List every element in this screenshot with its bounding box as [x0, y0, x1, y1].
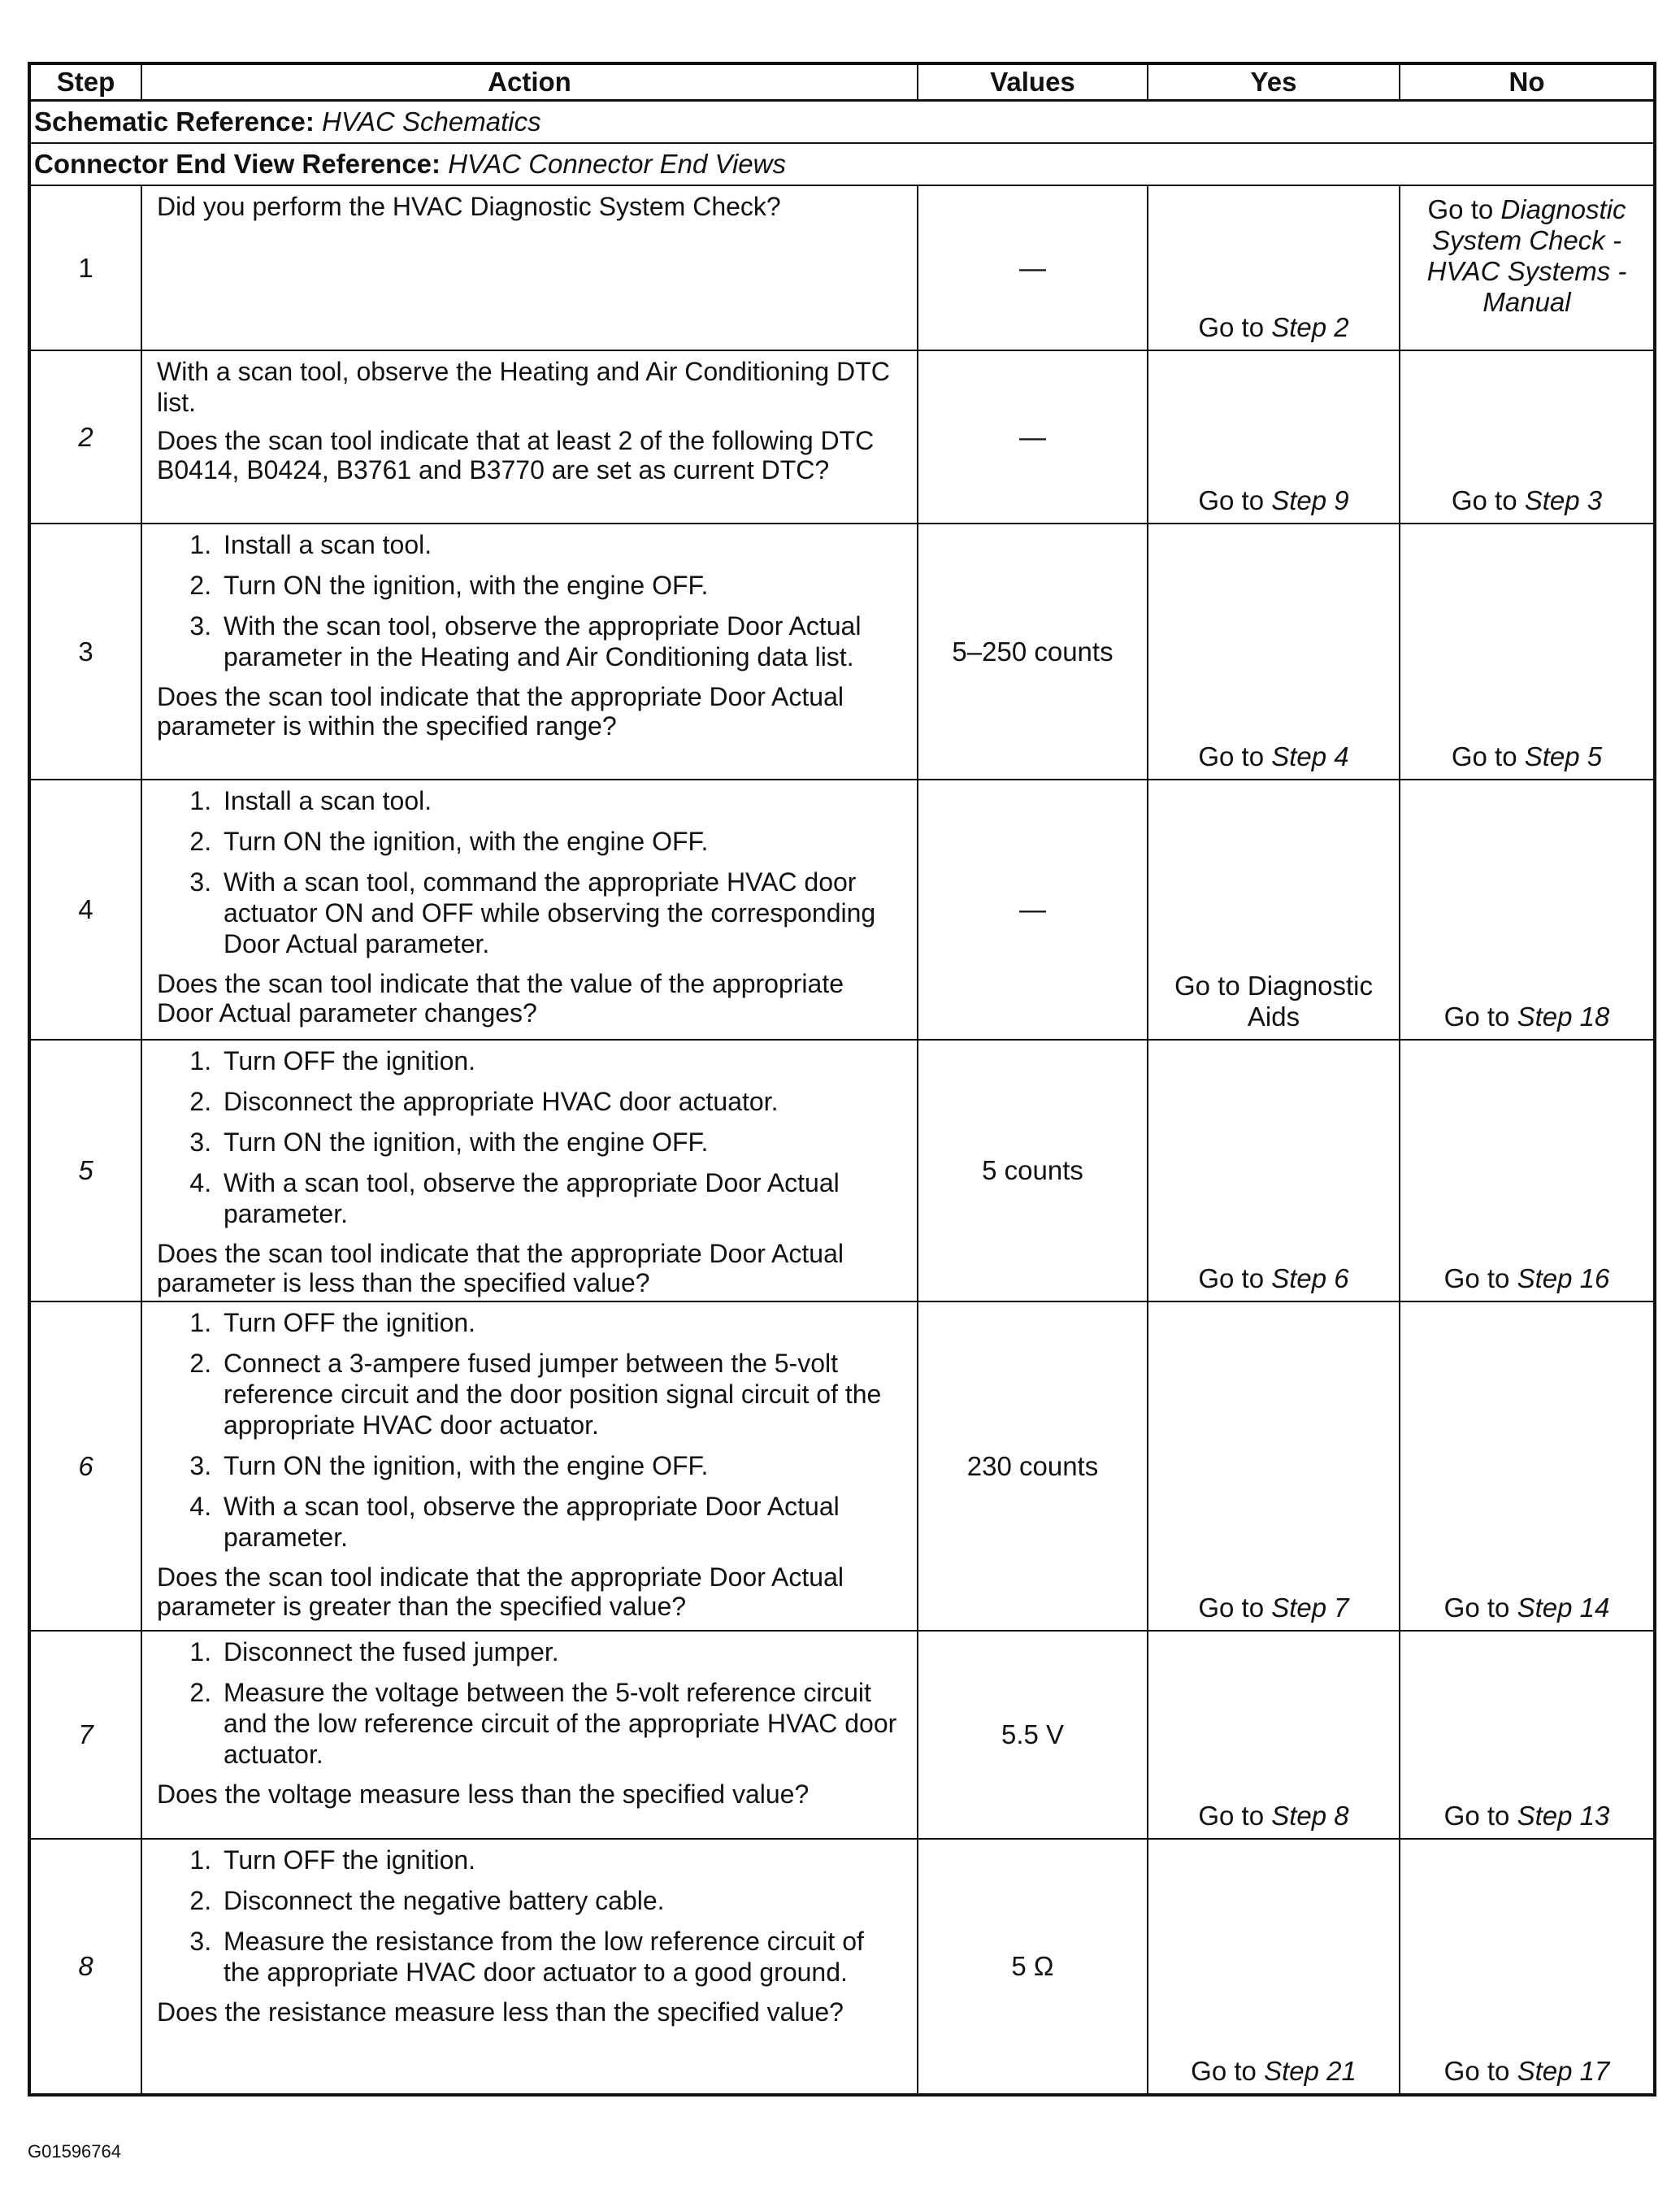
no-link[interactable]: Step 17 [1517, 2056, 1610, 2086]
header-row [29, 63, 1655, 101]
action-text: Did you perform the HVAC Diagnostic System Check? [157, 192, 781, 221]
no-action [1400, 350, 1655, 524]
yes-link[interactable]: Step 2 [1271, 312, 1349, 342]
action-steps-list [157, 1636, 907, 1770]
yes-action [1148, 1040, 1400, 1301]
step-value: 5.5 V [918, 1631, 1148, 1839]
action-step-item: 3. Measure the resistance from the low reference circuit of the appropriate HVAC door actuator to a good ground. [219, 1926, 907, 1988]
yes-link[interactable]: Step 6 [1271, 1263, 1349, 1293]
step-action [141, 1839, 918, 2095]
no-link[interactable]: Step 16 [1517, 1263, 1610, 1293]
yes-link[interactable]: Step 7 [1271, 1593, 1349, 1623]
no-prefix: Go to [1443, 1002, 1517, 1032]
yes-prefix: Go to Diagnostic Aids [1174, 971, 1379, 1032]
action-step-item: 2. Turn ON the ignition, with the engine OFF. [219, 570, 907, 601]
step-row [29, 1301, 1655, 1631]
action-steps-list [157, 785, 907, 959]
action-steps-list [157, 1845, 907, 1988]
no-prefix: Go to [1451, 485, 1525, 515]
action-step-item: 1. Install a scan tool. [219, 529, 907, 560]
yes-action [1148, 524, 1400, 780]
step-row [29, 780, 1655, 1040]
step-value: 5–250 counts [918, 524, 1148, 780]
step-value: — [918, 780, 1148, 1040]
step-action [141, 524, 918, 780]
action-step-item: 2. Connect a 3-ampere fused jumper between the 5-volt reference circuit and the door position signal circuit of the appropriate HVAC door actuator. [219, 1348, 907, 1440]
step-row [29, 1631, 1655, 1839]
schematic-reference-label: Schematic Reference: [34, 106, 315, 137]
no-action [1400, 524, 1655, 780]
no-prefix: Go to [1443, 1593, 1517, 1623]
no-link[interactable]: Step 5 [1524, 741, 1603, 771]
step-action [141, 185, 918, 350]
step-number: 6 [29, 1301, 141, 1631]
action-step-item: 4. With a scan tool, observe the appropriate Door Actual parameter. [219, 1167, 907, 1229]
header-step: Step [29, 63, 141, 101]
header-yes: Yes [1148, 63, 1400, 101]
yes-link[interactable]: Step 9 [1271, 485, 1349, 515]
action-question: Does the resistance measure less than the specified value? [157, 1997, 844, 2027]
no-action [1400, 1839, 1655, 2095]
action-step-item: 2. Measure the voltage between the 5-volt reference circuit and the low reference circuit of the appropriate HVAC door actuator. [219, 1677, 907, 1770]
connector-reference-row [29, 143, 1655, 185]
yes-action [1148, 1631, 1400, 1839]
yes-link[interactable]: Step 8 [1271, 1801, 1349, 1831]
action-question: Does the scan tool indicate that the value of the appropriate Door Actual parameter changes? [157, 969, 844, 1028]
yes-action [1148, 350, 1400, 524]
no-link[interactable]: Diagnostic System Check - HVAC Systems - Manual [1426, 194, 1627, 317]
step-value: — [918, 350, 1148, 524]
action-step-item: 2. Disconnect the appropriate HVAC door actuator. [219, 1086, 907, 1117]
no-prefix: Go to [1443, 1801, 1517, 1831]
no-action [1400, 1301, 1655, 1631]
figure-code: G01596764 [28, 2141, 121, 2162]
action-step-item: 1. Install a scan tool. [219, 785, 907, 816]
action-step-item: 3. Turn ON the ignition, with the engine OFF. [219, 1450, 907, 1481]
step-row [29, 1839, 1655, 2095]
header-no: No [1400, 63, 1655, 101]
step-row [29, 1040, 1655, 1301]
action-step-item: 2. Turn ON the ignition, with the engine OFF. [219, 826, 907, 857]
diagnostic-table [28, 62, 1656, 2097]
action-step-item: 1. Disconnect the fused jumper. [219, 1636, 907, 1667]
schematic-reference-link[interactable]: HVAC Schematics [322, 106, 541, 137]
action-question: Does the scan tool indicate that the appropriate Door Actual parameter is greater than the specified value? [157, 1562, 844, 1621]
action-question: Does the scan tool indicate that at least 2 of the following DTC B0414, B0424, B3761 and B3770 are set as current DTC? [157, 426, 875, 484]
no-prefix: Go to [1443, 1263, 1517, 1293]
action-text: With a scan tool, observe the Heating and Air Conditioning DTC list. [157, 357, 890, 417]
step-value: 5 counts [918, 1040, 1148, 1301]
no-action [1400, 185, 1655, 350]
action-step-item: 1. Turn OFF the ignition. [219, 1307, 907, 1338]
no-prefix: Go to [1427, 194, 1501, 224]
step-action [141, 350, 918, 524]
no-action [1400, 1631, 1655, 1839]
no-link[interactable]: Step 13 [1517, 1801, 1610, 1831]
no-action [1400, 1040, 1655, 1301]
step-value: 5 Ω [918, 1839, 1148, 2095]
schematic-reference-row [29, 101, 1655, 144]
connector-reference-label: Connector End View Reference: [34, 149, 441, 179]
schematic-reference [29, 101, 1655, 144]
no-prefix: Go to [1443, 2056, 1517, 2086]
no-link[interactable]: Step 18 [1517, 1002, 1610, 1032]
no-link[interactable]: Step 14 [1517, 1593, 1610, 1623]
step-value: — [918, 185, 1148, 350]
step-value: 230 counts [918, 1301, 1148, 1631]
step-action [141, 1631, 918, 1839]
step-number: 1 [29, 185, 141, 350]
no-action [1400, 780, 1655, 1040]
action-step-item: 3. With the scan tool, observe the appropriate Door Actual parameter in the Heating and Air Conditioning data list. [219, 611, 907, 672]
header-action: Action [141, 63, 918, 101]
step-action [141, 1301, 918, 1631]
yes-prefix: Go to [1198, 741, 1272, 771]
no-link[interactable]: Step 3 [1524, 485, 1603, 515]
step-row [29, 524, 1655, 780]
yes-action [1148, 780, 1400, 1040]
step-action [141, 1040, 918, 1301]
action-step-item: 3. Turn ON the ignition, with the engine OFF. [219, 1127, 907, 1158]
yes-action [1148, 1301, 1400, 1631]
action-question: Does the voltage measure less than the specified value? [157, 1779, 810, 1809]
yes-link[interactable]: Step 21 [1264, 2056, 1357, 2086]
action-question: Does the scan tool indicate that the appropriate Door Actual parameter is within the specified range? [157, 682, 844, 741]
yes-action [1148, 185, 1400, 350]
yes-prefix: Go to [1191, 2056, 1265, 2086]
yes-prefix: Go to [1198, 1593, 1272, 1623]
action-steps-list [157, 529, 907, 672]
action-steps-list [157, 1307, 907, 1553]
diagnostic-table-page [28, 62, 1653, 2097]
connector-reference [29, 143, 1655, 185]
step-row [29, 350, 1655, 524]
yes-prefix: Go to [1198, 312, 1272, 342]
action-step-item: 2. Disconnect the negative battery cable. [219, 1885, 907, 1916]
header-values: Values [918, 63, 1148, 101]
yes-prefix: Go to [1198, 1263, 1272, 1293]
step-number: 3 [29, 524, 141, 780]
connector-reference-link[interactable]: HVAC Connector End Views [448, 149, 786, 179]
yes-prefix: Go to [1198, 1801, 1272, 1831]
yes-prefix: Go to [1198, 485, 1272, 515]
action-steps-list [157, 1045, 907, 1229]
yes-action [1148, 1839, 1400, 2095]
action-step-item: 4. With a scan tool, observe the appropriate Door Actual parameter. [219, 1491, 907, 1553]
step-number: 2 [29, 350, 141, 524]
step-number: 8 [29, 1839, 141, 2095]
step-row [29, 185, 1655, 350]
no-prefix: Go to [1451, 741, 1525, 771]
step-number: 5 [29, 1040, 141, 1301]
step-action [141, 780, 918, 1040]
action-step-item: 1. Turn OFF the ignition. [219, 1045, 907, 1076]
action-question: Does the scan tool indicate that the appropriate Door Actual parameter is less than the specified value? [157, 1239, 844, 1297]
yes-link[interactable]: Step 4 [1271, 741, 1349, 771]
action-step-item: 1. Turn OFF the ignition. [219, 1845, 907, 1875]
step-number: 4 [29, 780, 141, 1040]
action-step-item: 3. With a scan tool, command the appropriate HVAC door actuator ON and OFF while observing the corresponding Door Actual parameter. [219, 867, 907, 959]
step-number: 7 [29, 1631, 141, 1839]
